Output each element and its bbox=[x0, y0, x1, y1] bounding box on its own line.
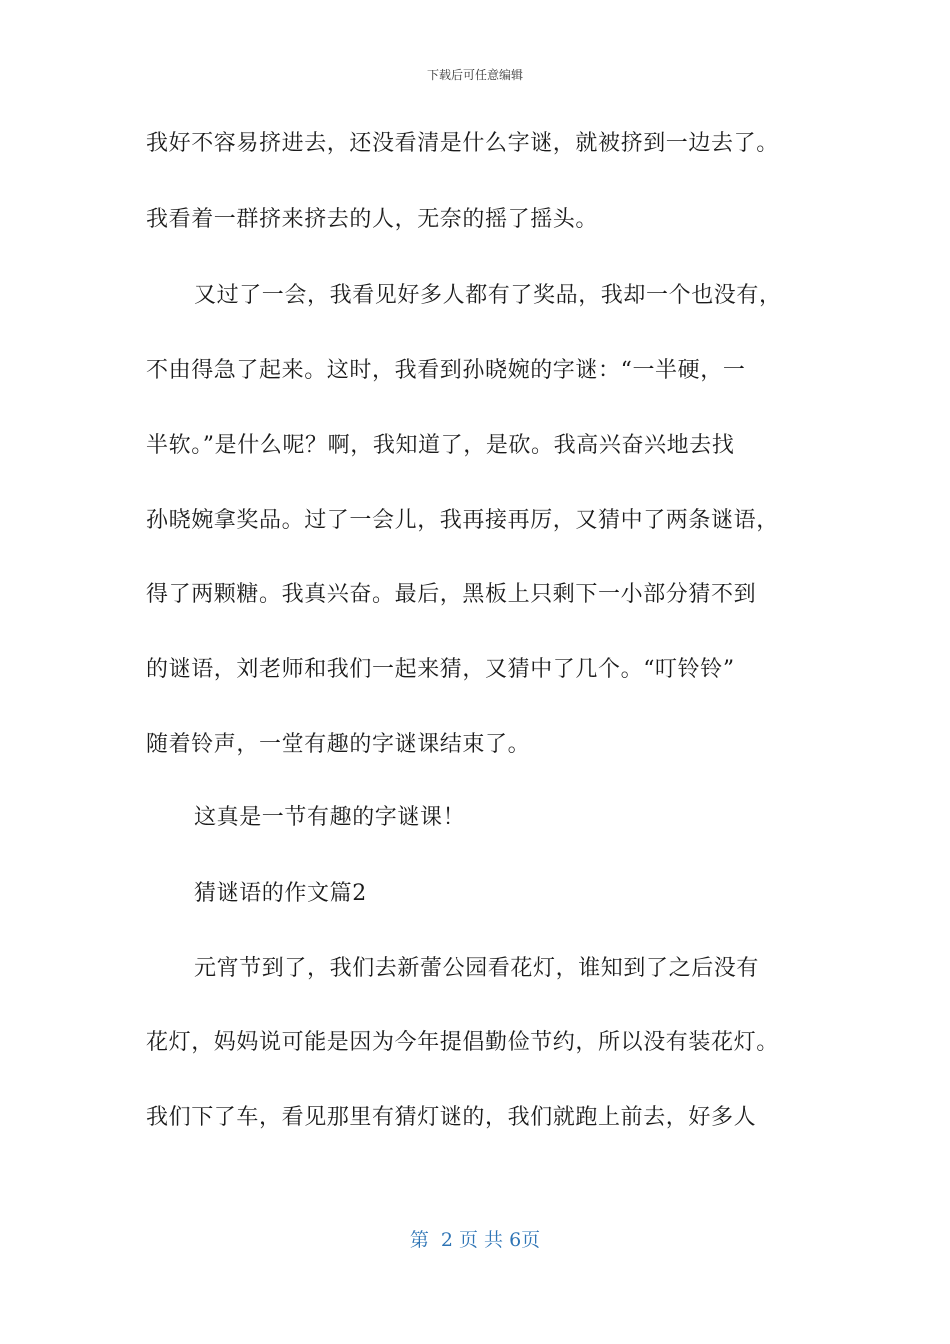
paragraph-first-line: 又过了一会，我看见好多人都有了奖品，我却一个也没有， bbox=[194, 283, 782, 308]
paragraph-first-line: 这真是一节有趣的字谜课！ bbox=[194, 805, 466, 830]
text-line: 不由得急了起来。这时，我看到孙晓婉的字谜：“一半硬，一 bbox=[146, 358, 746, 383]
page-header: 下载后可任意编辑 bbox=[426, 68, 523, 82]
text-line: 我们下了车，看见那里有猜灯谜的，我们就跑上前去，好多人 bbox=[146, 1105, 757, 1130]
paragraph-first-line: 元宵节到了，我们去新蕾公园看花灯，谁知到了之后没有 bbox=[194, 956, 760, 981]
text-line: 孙晓婉拿奖品。过了一会儿，我再接再厉，又猜中了两条谜语， bbox=[146, 508, 779, 533]
page-number-footer: 第 2 页 共 6页 bbox=[409, 1229, 541, 1251]
text-line: 花灯，妈妈说可能是因为今年提倡勤俭节约，所以没有装花灯。 bbox=[146, 1030, 779, 1055]
text-line: 我看着一群挤来挤去的人，无奈的摇了摇头。 bbox=[146, 207, 599, 232]
section-heading: 猜谜语的作文篇2 bbox=[194, 881, 367, 906]
text-line: 的谜语，刘老师和我们一起来猜，又猜中了几个。“叮铃铃” bbox=[146, 657, 735, 682]
text-line: 随着铃声，一堂有趣的字谜课结束了。 bbox=[146, 732, 531, 757]
text-line: 得了两颗糖。我真兴奋。最后，黑板上只剩下一小部分猜不到 bbox=[146, 582, 757, 607]
text-line: 我好不容易挤进去，还没看清是什么字谜，就被挤到一边去了。 bbox=[146, 131, 779, 156]
text-line: 半软。”是什么呢？啊，我知道了，是砍。我高兴奋兴地去找 bbox=[146, 433, 735, 458]
